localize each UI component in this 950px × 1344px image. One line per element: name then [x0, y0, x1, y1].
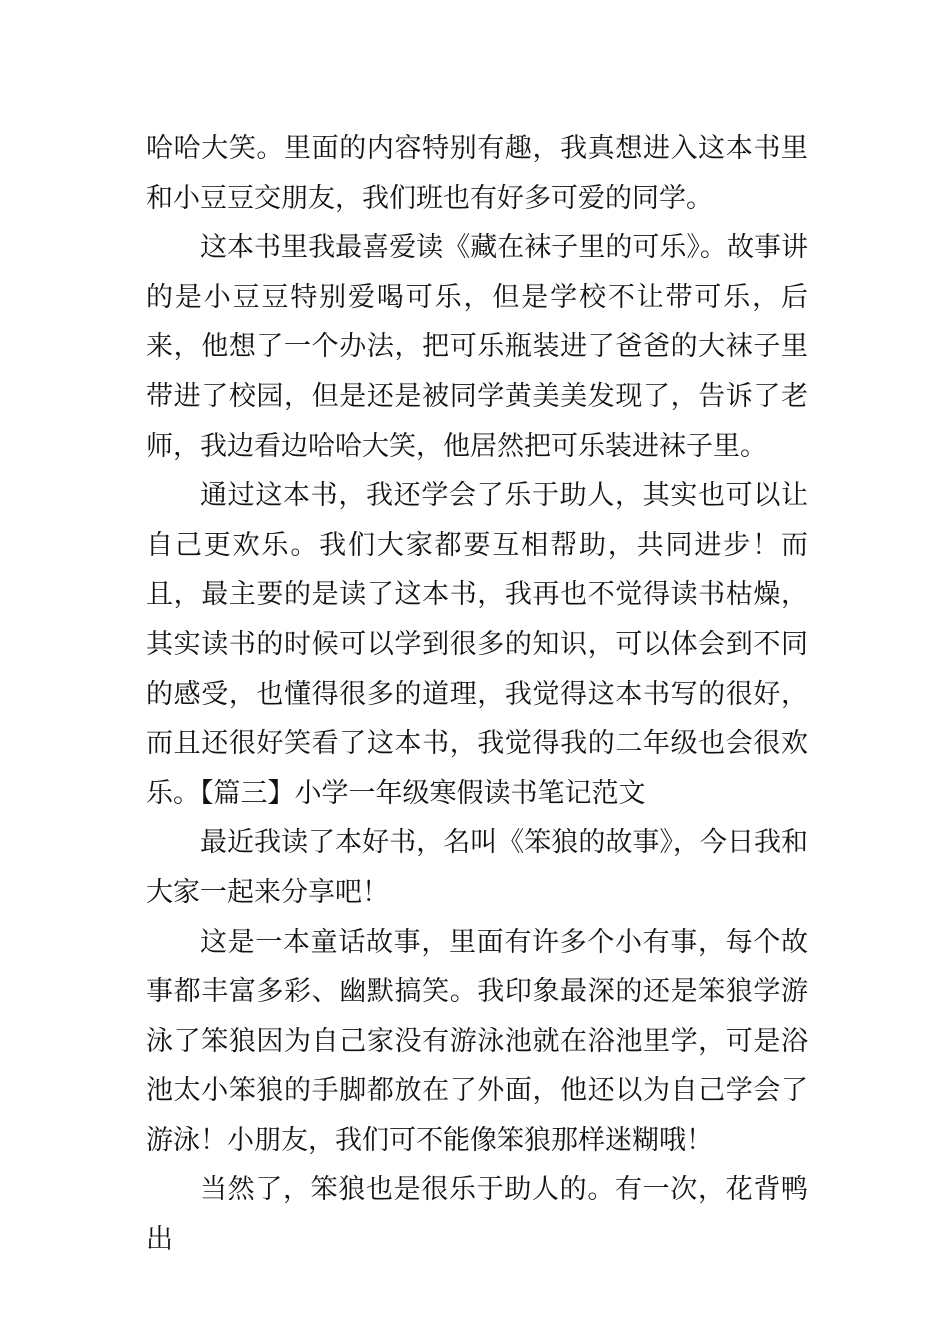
paragraph-5: 这是一本童话故事，里面有许多个小有事，每个故事都丰富多彩、幽默搞笑。我印象最深的还是笨狼学游泳了笨狼因为自己家没有游泳池就在浴池里学，可是浴池太小笨狼的手脚都放在了外面，他还以为自己学会了游泳！小朋友，我们可不能像笨狼那样迷糊哦！	[146, 926, 808, 1156]
document-body	[146, 124, 808, 1265]
paragraph-6: 当然了，笨狼也是很乐于助人的。有一次，花背鸭出	[146, 1174, 808, 1256]
paragraph-3: 通过这本书，我还学会了乐于助人，其实也可以让自己更欢乐。我们大家都要互相帮助，共同进步！而且，最主要的是读了这本书，我再也不觉得读书枯燥，其实读书的时候可以学到很多的知识，可以体会到不同的感受，也懂得很多的道理，我觉得这本书写的很好，而且还很好笑看了这本书，我觉得我的二年级也会很欢乐。【篇三】小学一年级寒假读书笔记范文	[146, 480, 808, 809]
paragraph-1: 哈哈大笑。里面的内容特别有趣，我真想进入这本书里和小豆豆交朋友，我们班也有好多可爱的同学。	[146, 133, 808, 214]
paragraph-4: 最近我读了本好书，名叫《笨狼的故事》，今日我和大家一起来分享吧！	[146, 827, 808, 908]
paragraph-2: 这本书里我最喜爱读《藏在袜子里的可乐》。故事讲的是小豆豆特别爱喝可乐，但是学校不让带可乐，后来，他想了一个办法，把可乐瓶装进了爸爸的大袜子里带进了校园，但是还是被同学黄美美发现了，告诉了老师，我边看边哈哈大笑，他居然把可乐装进袜子里。	[146, 232, 808, 462]
